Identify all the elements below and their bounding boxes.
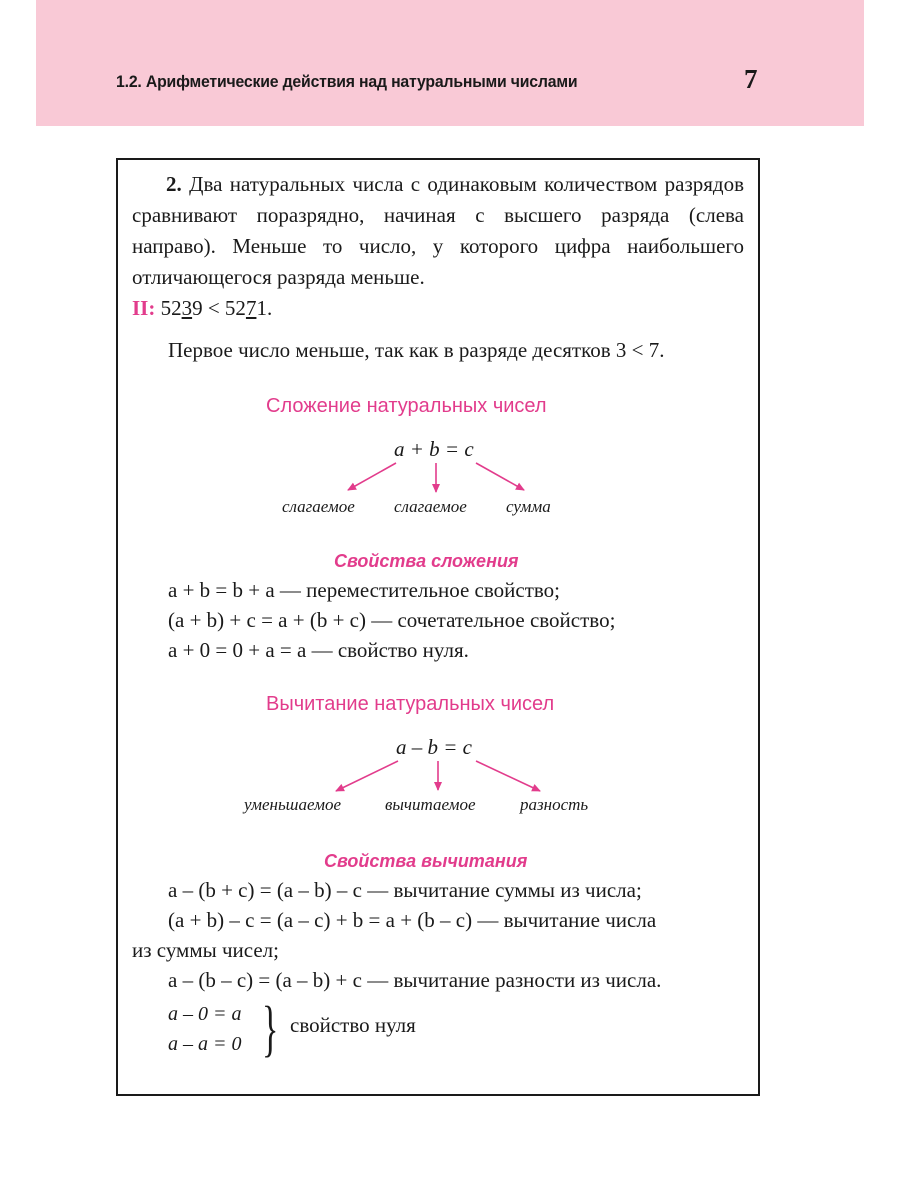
arrow-to-sum [476,463,524,490]
subtraction-props-title: Свойства вычитания [324,851,528,871]
subtraction-part-minuend: уменьшаемое [244,795,342,814]
arrow-to-difference [476,761,540,791]
rule-text: Два натуральных числа с одинаковым количеством разрядов сравнивают поразрядно, начиная с высшего разряда (слева направо). Меньше то число, у которого цифра наибольшего отличающегося разряда меньше. [132,172,745,289]
addition-formula: a + b = c [394,437,474,461]
addition-prop-associative: (a + b) + c = a + (b + c) — сочетательное свойство; [168,608,616,632]
subtraction-prop-difference-from-number: a – (b – c) = (a – b) + c — вычитание разности из числа. [168,968,662,992]
addition-props-title: Свойства сложения [334,551,519,571]
example-digit-underlined: 3 [181,296,193,320]
example-explanation: Первое число меньше, так как в разряде десятков 3 < 7. [168,338,665,362]
subtraction-prop-sum-from-number: a – (b + c) = (a – b) – c — вычитание суммы из числа; [168,878,642,902]
arrow-to-minuend [336,761,398,791]
rule-number: 2. [166,172,182,196]
zero-prop-2: a – a = 0 [168,1033,242,1055]
subtraction-part-subtrahend: вычитаемое [385,795,476,814]
curly-brace: } [262,995,279,1063]
subtraction-prop-number-from-sum-cont: из суммы чисел; [132,938,279,962]
arrow-to-addend-1 [348,463,396,490]
addition-part-addend-2: слагаемое [394,497,467,516]
addition-part-sum: сумма [506,497,551,516]
subtraction-title: Вычитание натуральных чисел [266,693,555,715]
subtraction-part-difference: разность [520,795,589,814]
addition-part-addend-1: слагаемое [282,497,355,516]
example-label: II: [132,296,156,320]
example-digit-underlined: 7 [245,296,257,320]
addition-prop-zero: a + 0 = 0 + a = a — свойство нуля. [168,638,469,662]
subtraction-prop-number-from-sum: (a + b) – c = (a – c) + b = a + (b – c) — вычитание числа [168,908,657,932]
subtraction-formula: a – b = c [396,735,472,759]
zero-prop-1: a – 0 = a [168,1003,242,1025]
example-text: 9 < 52 [192,296,246,320]
section-title: 1.2. Арифметические действия над натуральными числами [116,72,578,91]
example-text: 52 [160,296,182,320]
zero-prop-label: свойство нуля [290,1013,416,1037]
addition-title: Сложение натуральных чисел [266,395,547,417]
page-number: 7 [744,64,758,94]
addition-prop-commutative: a + b = b + a — переместительное свойство; [168,578,560,602]
example-text: 1. [256,296,273,320]
